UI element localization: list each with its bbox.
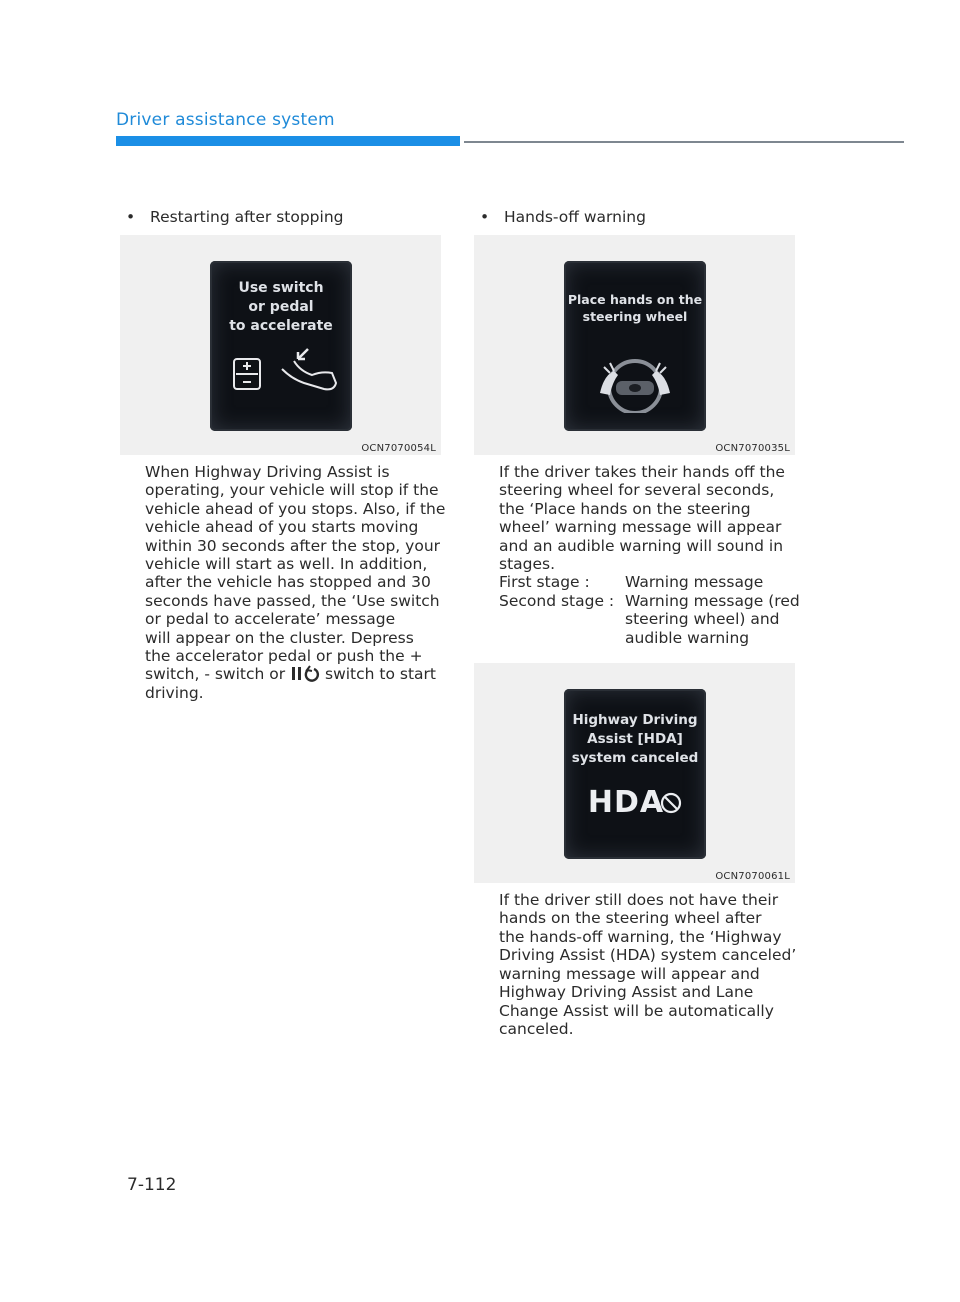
section-title: Driver assistance system	[116, 110, 335, 130]
stage-row-second	[499, 591, 800, 647]
hda-badge	[564, 785, 706, 820]
screen-line: Assist [HDA]	[587, 731, 683, 748]
hands-off-paragraph	[499, 463, 800, 647]
text-line: steering wheel for several seconds,	[499, 481, 775, 500]
screen-line: or pedal	[248, 299, 314, 315]
cluster-screen	[564, 261, 706, 431]
bullet-label: Restarting after stopping	[150, 208, 344, 226]
left-column	[120, 205, 446, 702]
screen-line: to accelerate	[229, 318, 333, 334]
header-rule	[464, 141, 904, 143]
hda-badge-text: HDA	[587, 785, 665, 821]
bullet-dot: •	[480, 208, 490, 226]
cancel-icon	[660, 792, 682, 814]
bullet-dot: •	[126, 208, 136, 226]
text-line: canceled.	[499, 1019, 574, 1038]
text-line: Change Assist will be automatically	[499, 1001, 774, 1020]
text-line: the hands-off warning, the ‘Highway	[499, 927, 782, 946]
text-line: or pedal to accelerate’ message	[145, 610, 396, 629]
switch-pedal-icon	[210, 347, 352, 407]
text-line: If the driver takes their hands off the	[499, 463, 785, 481]
text-line: the accelerator pedal or push the +	[145, 647, 423, 666]
text-line: Driving Assist (HDA) system canceled’	[499, 946, 797, 965]
text-line	[145, 665, 441, 683]
restart-paragraph	[145, 463, 446, 702]
text-line: driving.	[145, 683, 204, 702]
page-number: 7-112	[127, 1175, 177, 1195]
right-column	[474, 205, 800, 1038]
bullet-label: Hands-off warning	[504, 208, 646, 226]
hda-canceled-paragraph	[499, 891, 795, 1038]
text-line: operating, your vehicle will stop if the	[145, 481, 439, 500]
screen-line: Highway Driving	[572, 712, 698, 729]
stage-value: Warning message	[625, 573, 764, 592]
bullet-hands-off	[480, 205, 795, 229]
text-line: vehicle ahead of you stops. Also, if the	[145, 499, 446, 518]
text-line: hands on the steering wheel after	[499, 909, 762, 928]
text-line: Highway Driving Assist and Lane	[499, 983, 754, 1002]
screen-line: steering wheel	[582, 309, 688, 324]
text-line: wheel’ warning message will appear	[499, 518, 782, 537]
text-line: vehicle will start as well. In addition,	[145, 555, 428, 574]
text-line: after the vehicle has stopped and 30	[145, 573, 431, 592]
text-line: If the driver still does not have their	[499, 891, 779, 910]
text-line: will appear on the cluster. Depress	[145, 628, 414, 647]
bullet-restarting	[126, 205, 441, 229]
cluster-screen	[564, 689, 706, 859]
screen-line: Use switch	[238, 280, 324, 296]
text-fragment: switch, - switch or	[145, 665, 286, 684]
stage-value-line: audible warning	[625, 628, 750, 647]
stage-value	[625, 592, 800, 647]
resume-switch-icon	[290, 665, 320, 682]
text-line: When Highway Driving Assist is	[145, 463, 390, 481]
text-line: vehicle ahead of you starts moving	[145, 518, 419, 537]
figure-code: OCN7070054L	[361, 443, 436, 454]
stage-value-line: steering wheel) and	[625, 610, 780, 629]
text-line: the ‘Place hands on the steering	[499, 499, 751, 518]
figure-code: OCN7070061L	[715, 871, 790, 883]
steering-wheel-icon	[564, 353, 706, 413]
text-line: seconds have passed, the ‘Use switch	[145, 591, 440, 610]
header-rule-accent	[116, 136, 460, 146]
stage-value-line: Warning message (red	[625, 591, 800, 610]
figure-hda-canceled	[474, 663, 795, 883]
text-line: and an audible warning will sound in	[499, 536, 784, 555]
text-fragment: switch to start	[325, 665, 436, 684]
stage-label: First stage :	[499, 573, 590, 592]
figure-hands-off	[474, 235, 795, 455]
figure-restart	[120, 235, 441, 455]
screen-line: Place hands on the	[567, 292, 703, 307]
screen-line: system canceled	[571, 750, 699, 767]
text-line: stages.	[499, 555, 556, 574]
text-line: warning message will appear and	[499, 964, 760, 983]
stage-label: Second stage :	[499, 591, 615, 610]
cluster-screen	[210, 261, 352, 431]
figure-code: OCN7070035L	[715, 443, 790, 454]
stage-row-first	[499, 573, 795, 591]
text-line: within 30 seconds after the stop, your	[145, 536, 441, 555]
